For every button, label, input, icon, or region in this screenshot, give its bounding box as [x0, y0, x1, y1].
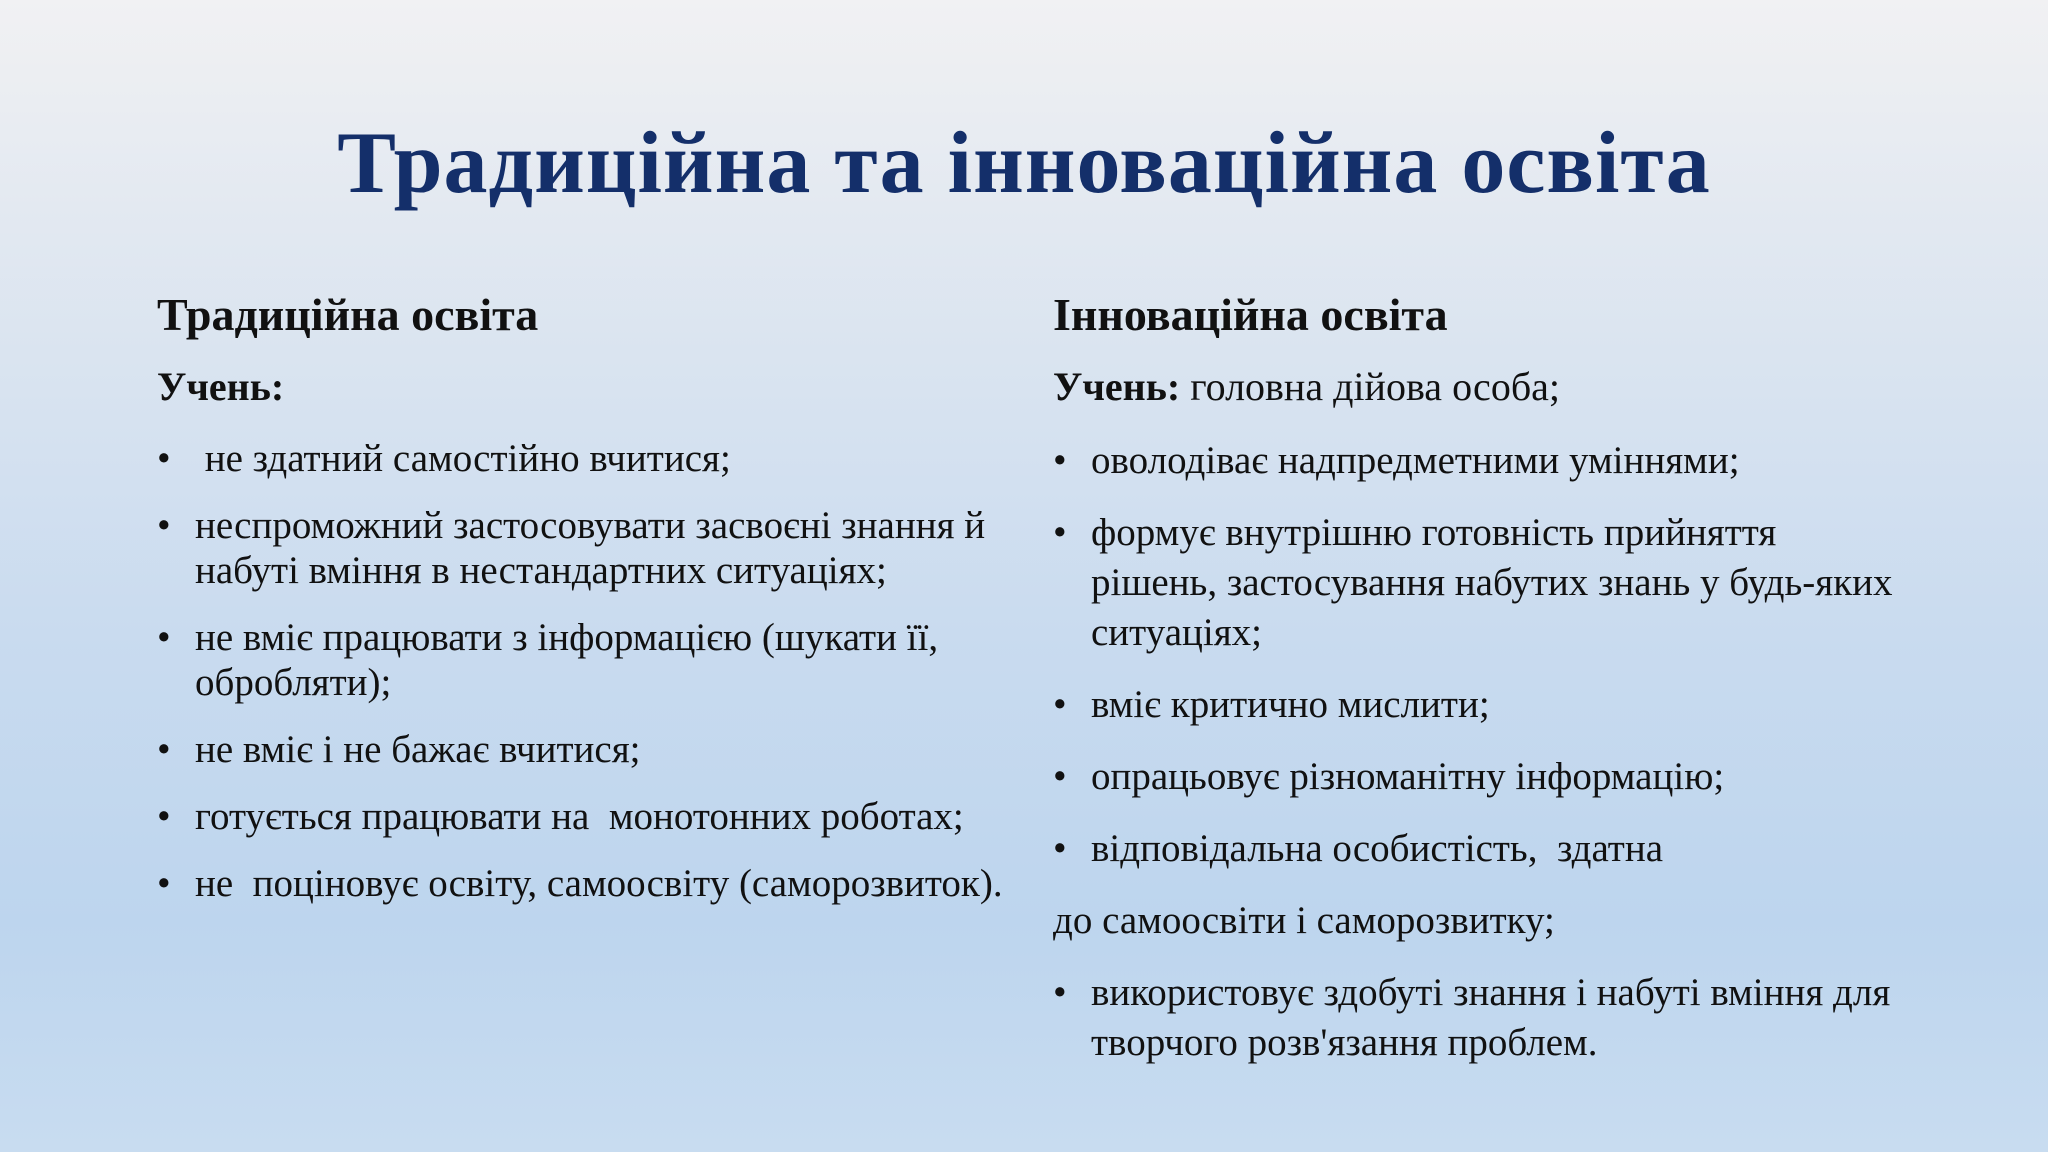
list-item-text: неспроможний застосовувати засвоєні знання й набуті вміння в нестандартних ситуаціях;: [195, 504, 986, 592]
traditional-heading: Традиційна освіта: [157, 289, 539, 340]
innovative-continuation: до самоосвіти і саморозвитку;: [1053, 899, 1555, 942]
list-item: [157, 503, 1007, 593]
list-item: [157, 727, 1007, 772]
list-item-text: використовує здобуті знання і набуті вміння для творчого розв'язання проблем.: [1091, 971, 1891, 1064]
list-item: [1053, 508, 1903, 658]
innovative-heading: Інноваційна освіта: [1053, 289, 1448, 340]
list-item: [157, 436, 1007, 481]
bullet-icon: •: [157, 437, 171, 480]
list-item-text: формує внутрішню готовність прийняття рішень, застосування набутих знань у будь-яких ситуаціях;: [1091, 511, 1893, 654]
innovative-learner-label: Учень:: [1053, 364, 1181, 409]
bullet-icon: •: [157, 504, 171, 547]
list-item-text: оволодіває надпредметними уміннями;: [1091, 439, 1740, 482]
bullet-icon: •: [1053, 755, 1067, 798]
list-item: [1053, 680, 1903, 730]
list-item: [157, 794, 1007, 839]
innovative-list-continued: [1053, 968, 1903, 1068]
bullet-icon: •: [1053, 827, 1067, 870]
bullet-icon: •: [1053, 439, 1067, 482]
list-item: [1053, 824, 1903, 874]
list-item-text: не здатний самостійно вчитися;: [195, 437, 731, 480]
list-item-text: опрацьовує різноманітну інформацію;: [1091, 755, 1725, 798]
traditional-column: [157, 289, 1007, 928]
list-item-text: не вміє і не бажає вчитися;: [195, 728, 641, 771]
bullet-icon: •: [157, 795, 171, 838]
bullet-icon: •: [157, 862, 171, 905]
bullet-icon: •: [157, 616, 171, 659]
list-item-text: відповідальна особистість, здатна: [1091, 827, 1664, 870]
bullet-icon: •: [157, 728, 171, 771]
list-item: [1053, 752, 1903, 802]
innovative-learner-text: головна дійова особа;: [1180, 364, 1561, 409]
list-item: [1053, 436, 1903, 486]
innovative-learner-line: [1053, 364, 1903, 410]
list-item-text: готується працювати на монотонних роботах;: [195, 795, 964, 838]
slide-title: Традиційна та інноваційна освіта: [337, 115, 1711, 212]
bullet-icon: •: [1053, 511, 1067, 554]
list-item-text: не вміє працювати з інформацією (шукати її, обробляти);: [195, 616, 939, 704]
list-item: [1053, 968, 1903, 1068]
bullet-icon: •: [1053, 683, 1067, 726]
list-item: [157, 615, 1007, 705]
traditional-learner-label: Учень:: [157, 364, 285, 409]
traditional-list: [157, 436, 1007, 906]
traditional-learner-line: [157, 364, 1007, 410]
list-item-text: вміє критично мислити;: [1091, 683, 1490, 726]
innovative-column: [1053, 289, 1903, 1090]
bullet-icon: •: [1053, 971, 1067, 1014]
list-item: [157, 861, 1007, 906]
innovative-list: [1053, 436, 1903, 874]
list-item-text: не поціновує освіту, самоосвіту (саморозвиток).: [195, 862, 1003, 905]
